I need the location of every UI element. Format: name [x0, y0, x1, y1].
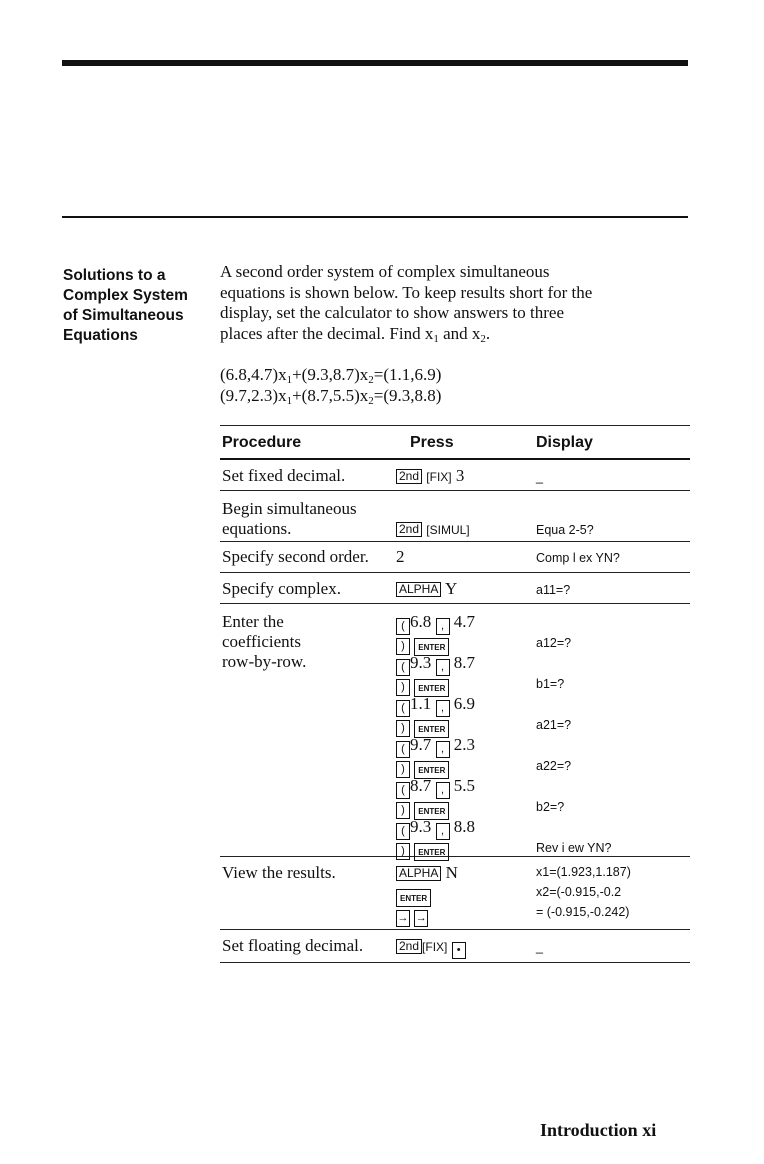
key-enter: ENTER — [414, 638, 449, 656]
header-display: Display — [536, 434, 593, 451]
key-alpha: ALPHA — [396, 582, 441, 597]
key-enter: ENTER — [414, 679, 449, 697]
key-alpha: ALPHA — [396, 866, 441, 881]
key-2nd: 2nd — [396, 469, 422, 484]
table-row: Set floating decimal. 2nd [FIX] • _ — [220, 930, 690, 963]
key-enter: ENTER — [396, 889, 431, 907]
key-2nd: 2nd — [396, 522, 422, 537]
table-row: Specify second order. 2 Comp l ex YN? — [220, 542, 690, 573]
key-enter: ENTER — [414, 761, 449, 779]
procedure-table — [220, 425, 690, 963]
section-rule — [62, 216, 688, 218]
key-decimal: • — [452, 942, 466, 959]
section-title: Solutions to a Complex System of Simultaneous Equations — [63, 267, 188, 344]
key-enter: ENTER — [414, 802, 449, 820]
key-enter: ENTER — [414, 843, 449, 861]
table-row: Begin simultaneous equations. 2nd [SIMUL] Equa 2-5? — [220, 491, 690, 542]
equations — [220, 364, 441, 406]
key-enter: ENTER — [414, 720, 449, 738]
intro-paragraph: A second order system of complex simultaneous equations is shown below. To keep results short for the display, set the calculator to show answers to three places after the decimal. Find $x_1$ and $x_2$. — [220, 262, 593, 345]
table-row: Specify complex. ALPHA Y a11=? — [220, 573, 690, 604]
table-header — [220, 425, 690, 460]
arrow-right-icon: → — [396, 910, 410, 927]
table-row: Enter the coefficients row-by-row. ( 6.8 , 4.7 ) ENTER ( 9.3 , 8.7 ) ENTER ( 1.1 , 6.9 ) ENTER ( 9.7 , 2.3 ) ENTER ( 8.7 , 5.5 ) ENTER ( 9.3 , 8.8 ) ENTER a12=? b1=? a21=? a22=? b2=? Rev i ew YN? — [220, 604, 690, 857]
top-rule — [62, 60, 688, 66]
header-press: Press — [410, 434, 454, 451]
key-2nd: 2nd — [396, 939, 422, 954]
equation-2: $(9.7,2.3)x_1+(8.7,5.5)x_2=(9.3,8.8)$ — [220, 386, 442, 407]
header-procedure: Procedure — [222, 434, 302, 451]
table-row: Set fixed decimal. 2nd [FIX] 3 _ — [220, 460, 690, 491]
page-footer: Introduction xi — [540, 1120, 657, 1140]
arrow-right-icon: → — [414, 910, 428, 927]
table-row: View the results. ALPHA N ENTER → → x1=(1.923,1.187) x2=(-0.915,-0.2 = (-0.915,-0.242) — [220, 857, 690, 930]
equation-1: $(6.8,4.7)x_1+(9.3,8.7)x_2=(1.1,6.9)$ — [220, 365, 442, 386]
